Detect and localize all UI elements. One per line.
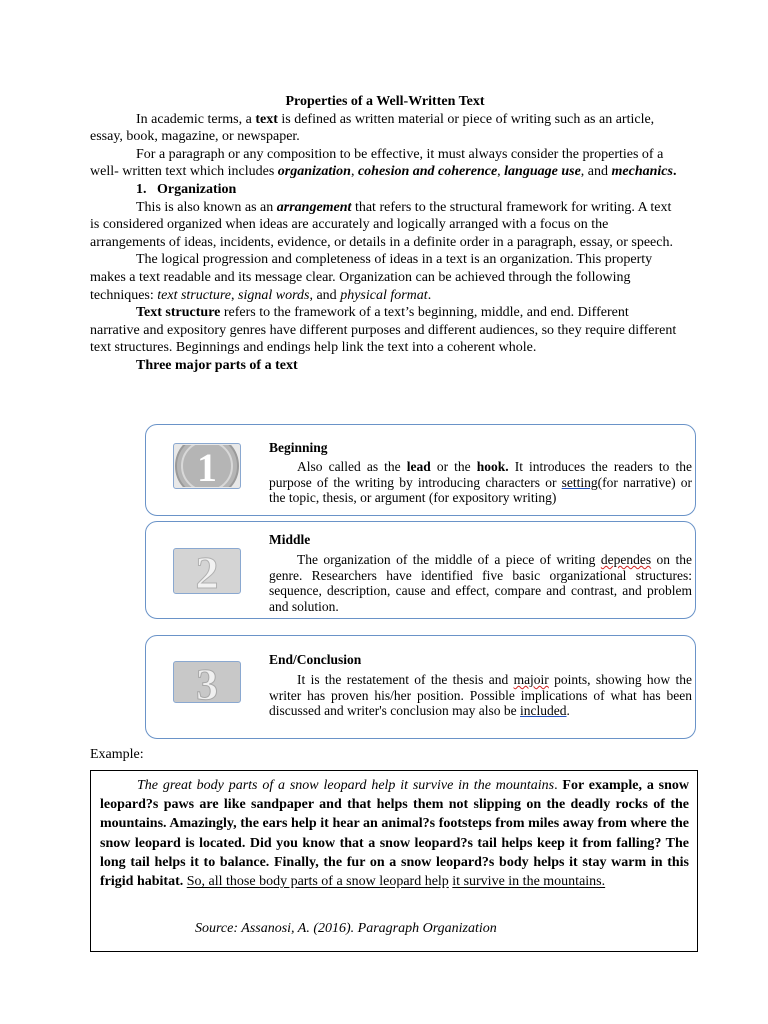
number-two-icon [175, 550, 239, 592]
text-run: . [427, 287, 432, 303]
text-run: , [231, 287, 239, 303]
text-run: For a paragraph or any composition to be effective, it must always consider the properties of a well- written text which includes [90, 146, 664, 180]
text-run: The organization of the middle of a piece of writing [297, 552, 601, 567]
end-text [269, 672, 692, 719]
term-lead: lead [406, 459, 431, 474]
intro-paragraph-1 [90, 111, 680, 146]
term-organization: organization [277, 164, 351, 180]
text-run: that refers to the structural framework for writing. A text is considered organized when ideas are accurately and logically arranged with a focus on the arrangements of ideas, incidents, evidence, or details in a definite order in a paragraph, essay, or speech. [90, 199, 673, 250]
term-language-use: language use [504, 164, 581, 180]
number-one-badge [173, 443, 241, 489]
setting-word: setting [561, 474, 598, 490]
parts-heading: Three major parts of a text [136, 357, 298, 373]
text-run: , and [309, 287, 341, 303]
misspelled-word: dependes [600, 552, 652, 567]
text-run: In academic terms, a [136, 111, 256, 127]
example-box [90, 770, 698, 952]
term-mechanics: mechanics [611, 164, 673, 180]
term-text-structure-bold: Text structure [136, 305, 221, 321]
text-run: Also called as the [297, 459, 407, 474]
middle-text [269, 552, 692, 614]
concluding-sentence-part-1: So, all those body parts of a snow leopard help [186, 874, 449, 890]
text-run: on the genre. Researchers have identified five basic organizational structures: sequence, description, cause and effect, compare and contrast, and problem and solution. [269, 552, 692, 614]
intro-paragraph-2 [90, 146, 680, 181]
number-two-badge [173, 548, 241, 594]
misspelled-word: majoir [513, 672, 549, 687]
text-run: or the [430, 459, 477, 474]
end-box [145, 635, 696, 739]
text-run: The logical progression and completeness of ideas in a text is an organization. This property makes a text readable and its message clear. Organization can be achieved through the following techniques: [90, 252, 653, 303]
text-run: This is also known as an [136, 199, 277, 215]
term-text: text [255, 111, 278, 127]
term-cohesion: cohesion and coherence [357, 164, 498, 180]
text-run: , [497, 164, 505, 180]
text-run: It introduces the readers to the purpose of the writing by introducing characters or [269, 459, 692, 490]
text-run: , and [580, 164, 612, 180]
number-three-badge [173, 661, 241, 703]
example-paragraph [100, 776, 689, 891]
included-word: included [520, 703, 567, 718]
beginning-title: Beginning [269, 440, 328, 455]
section-heading-organization: 1. Organization [136, 181, 237, 197]
beginning-box [145, 424, 696, 516]
example-label: Example: [90, 747, 144, 762]
number-two-text: 2 [195, 550, 219, 592]
document-body [90, 93, 680, 375]
term-physical-format: physical format [340, 287, 428, 303]
section1-paragraph-3 [90, 304, 680, 357]
text-run: is defined as written material or piece of writing such as an article, essay, book, magazine, or newspaper. [90, 111, 655, 145]
text-run: refers to the framework of a text’s beginning, middle, and end. Different narrative and expository genres have different purposes and different audiences, so they require different text structures. Beginnings and endings help link the text into a coherent whole. [90, 305, 677, 356]
number-one-text: 1 [197, 445, 217, 487]
text-run: , [350, 164, 358, 180]
text-run: . [566, 703, 570, 718]
term-hook: hook. [476, 459, 509, 474]
concluding-sentence-part-2: it survive in the mountains. [452, 874, 606, 890]
topic-sentence: The great body parts of a snow leopard help it survive in the mountains [137, 778, 555, 793]
source-citation: Source: Assanosi, A. (2016). Paragraph Organization [195, 921, 497, 936]
section1-paragraph-2 [90, 251, 680, 304]
term-arrangement: arrangement [276, 199, 352, 215]
text-run: points, showing how the writer has proven his/her position. Possible implications of what has been discussed and writer's conclusion may also be [269, 672, 692, 718]
supporting-sentences: For example, a snow leopard?s paws are like sandpaper and that helps them not slipping on the deadly rocks of the mountains. Amazingly, the ears help it hear an animal?s footsteps from miles away from where the snow leopard is located. Did you know that a snow leopard?s tail helps keep it from falling? The long tail helps it to balance. Finally, the fur on a snow leopard?s body helps it stay warm in this frigid habitat. [100, 778, 689, 890]
number-three-icon [175, 663, 239, 701]
text-run: It is the restatement of the thesis and [297, 672, 514, 687]
text-run: . [672, 164, 677, 180]
number-one-icon [175, 445, 239, 487]
term-text-structure: text structure [157, 287, 232, 303]
term-signal-words: signal words [238, 287, 310, 303]
middle-title: Middle [269, 532, 311, 547]
beginning-text [269, 459, 692, 506]
text-run: . [554, 778, 558, 793]
number-three-text: 3 [196, 663, 218, 701]
section1-paragraph-1 [90, 199, 680, 252]
middle-box [145, 521, 696, 619]
text-run: (for narrative) or the topic, thesis, or argument (for expository writing) [269, 474, 692, 505]
end-title: End/Conclusion [269, 652, 362, 667]
page-title: Properties of a Well-Written Text [285, 94, 485, 109]
